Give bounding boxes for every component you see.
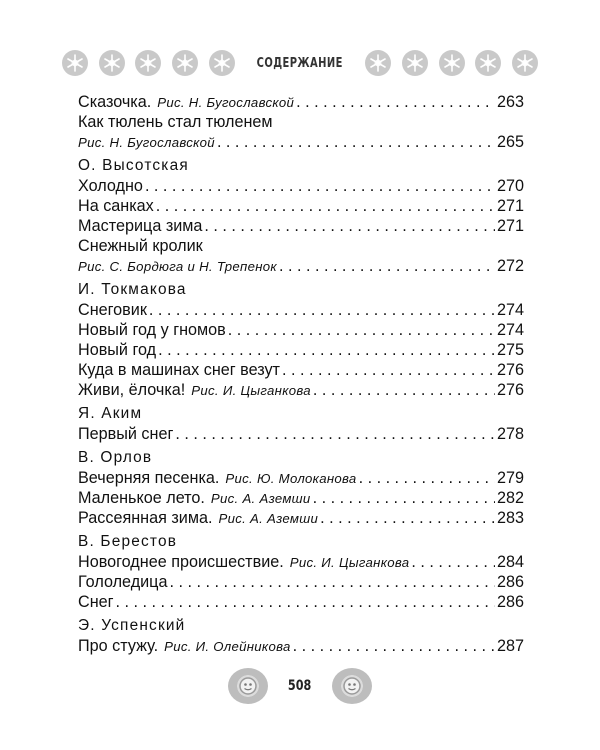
entry-page: 278 bbox=[496, 425, 524, 443]
snowflake-icon bbox=[512, 50, 538, 76]
entry-title: Маленькое лето. bbox=[78, 489, 205, 507]
leader-dots bbox=[279, 256, 495, 276]
page-header bbox=[62, 44, 538, 82]
toc-entry bbox=[78, 592, 524, 612]
snowflake-icon bbox=[209, 50, 235, 76]
toc-entry bbox=[78, 216, 524, 236]
page-footer bbox=[228, 666, 372, 706]
entry-illustrator: Рис. Н. Бугославской bbox=[78, 135, 215, 150]
entry-title: Рассеянная зима. bbox=[78, 509, 213, 527]
entry-title: Мастерица зима bbox=[78, 217, 203, 235]
leader-dots bbox=[282, 360, 495, 380]
entry-illustrator: Рис. А. Аземши bbox=[218, 511, 319, 526]
entry-page: 263 bbox=[496, 93, 524, 111]
entry-illustrator: Рис. С. Бордюга и Н. Трепенок bbox=[78, 259, 277, 274]
toc-title-line: Как тюлень стал тюленем bbox=[78, 113, 273, 131]
entry-illustrator: Рис. И. Олейникова bbox=[164, 639, 291, 654]
entry-page: 276 bbox=[496, 381, 524, 399]
leader-dots bbox=[313, 488, 495, 508]
leader-dots bbox=[116, 592, 495, 612]
leader-dots bbox=[296, 92, 495, 112]
toc-entry bbox=[78, 380, 524, 400]
snowflake-icon bbox=[135, 50, 161, 76]
toc-entry bbox=[78, 132, 524, 152]
leader-dots bbox=[156, 196, 495, 216]
entry-illustrator: Рис. И. Цыганкова bbox=[289, 555, 410, 570]
entry-page: 275 bbox=[496, 341, 524, 359]
leader-dots bbox=[293, 636, 495, 656]
leader-dots bbox=[411, 552, 495, 572]
entry-title: Куда в машинах снег везут bbox=[78, 361, 280, 379]
entry-page: 270 bbox=[496, 177, 524, 195]
entry-page: 286 bbox=[496, 573, 524, 591]
leader-dots bbox=[228, 320, 495, 340]
toc-entry bbox=[78, 424, 524, 444]
snowflake-icon bbox=[172, 50, 198, 76]
entry-page: 279 bbox=[496, 469, 524, 487]
toc-entry bbox=[78, 196, 524, 216]
leader-dots bbox=[313, 380, 495, 400]
author-heading: Я. Аким bbox=[78, 405, 143, 422]
medallion-icon bbox=[228, 668, 268, 704]
leader-dots bbox=[175, 424, 495, 444]
medallion-icon bbox=[332, 668, 372, 704]
leader-dots bbox=[359, 468, 495, 488]
entry-title: Снег bbox=[78, 593, 114, 611]
entry-title: Новый год у гномов bbox=[78, 321, 226, 339]
entry-page: 284 bbox=[496, 553, 524, 571]
author-heading: О. Высотская bbox=[78, 157, 189, 174]
entry-illustrator: Рис. Ю. Молоканова bbox=[225, 471, 357, 486]
toc-entry bbox=[78, 256, 524, 276]
leader-dots bbox=[145, 176, 495, 196]
leader-dots bbox=[217, 132, 495, 152]
author-heading: Э. Успенский bbox=[78, 617, 186, 634]
entry-page: 276 bbox=[496, 361, 524, 379]
entry-illustrator: Рис. А. Аземши bbox=[210, 491, 311, 506]
table-of-contents bbox=[78, 92, 524, 656]
toc-entry bbox=[78, 176, 524, 196]
entry-page: 265 bbox=[496, 133, 524, 151]
entry-title: Холодно bbox=[78, 177, 143, 195]
snowflake-icon bbox=[62, 50, 88, 76]
leader-dots bbox=[169, 572, 495, 592]
entry-title: Сказочка. bbox=[78, 93, 152, 111]
page-title: СОДЕРЖАНИЕ bbox=[256, 55, 344, 71]
entry-page: 286 bbox=[496, 593, 524, 611]
entry-page: 271 bbox=[496, 217, 524, 235]
toc-entry bbox=[78, 552, 524, 572]
entry-page: 283 bbox=[496, 509, 524, 527]
entry-page: 274 bbox=[496, 321, 524, 339]
entry-title: Гололедица bbox=[78, 573, 168, 591]
toc-entry bbox=[78, 320, 524, 340]
snowflake-icon bbox=[475, 50, 501, 76]
entry-page: 287 bbox=[496, 637, 524, 655]
entry-title: Первый снег bbox=[78, 425, 174, 443]
leader-dots bbox=[204, 216, 495, 236]
snowflake-icon bbox=[99, 50, 125, 76]
entry-title: Снеговик bbox=[78, 301, 147, 319]
leader-dots bbox=[149, 300, 495, 320]
snowflake-icon bbox=[439, 50, 465, 76]
entry-illustrator: Рис. И. Цыганкова bbox=[191, 383, 311, 398]
entry-title: Живи, ёлочка! bbox=[78, 381, 186, 399]
entry-title: Вечерняя песенка. bbox=[78, 469, 220, 487]
leader-dots bbox=[320, 508, 495, 528]
entry-title: Новогоднее происшествие. bbox=[78, 553, 284, 571]
toc-entry bbox=[78, 636, 524, 656]
snowflake-icon bbox=[365, 50, 391, 76]
toc-entry bbox=[78, 92, 524, 112]
page-number: 508 bbox=[288, 678, 312, 694]
entry-page: 282 bbox=[496, 489, 524, 507]
leader-dots bbox=[158, 340, 495, 360]
toc-entry bbox=[78, 360, 524, 380]
entry-title: Новый год bbox=[78, 341, 157, 359]
entry-illustrator: Рис. Н. Бугославской bbox=[157, 95, 295, 110]
entry-page: 274 bbox=[496, 301, 524, 319]
snowflake-icon bbox=[402, 50, 428, 76]
entry-title: Про стужу. bbox=[78, 637, 159, 655]
toc-entry bbox=[78, 340, 524, 360]
author-heading: В. Орлов bbox=[78, 449, 153, 466]
entry-page: 272 bbox=[496, 257, 524, 275]
toc-entry bbox=[78, 300, 524, 320]
toc-entry bbox=[78, 572, 524, 592]
toc-entry bbox=[78, 468, 524, 488]
toc-entry bbox=[78, 488, 524, 508]
toc-title-line: Снежный кролик bbox=[78, 237, 203, 255]
entry-page: 271 bbox=[496, 197, 524, 215]
entry-title: На санках bbox=[78, 197, 154, 215]
author-heading: И. Токмакова bbox=[78, 281, 187, 298]
toc-entry bbox=[78, 508, 524, 528]
author-heading: В. Берестов bbox=[78, 533, 178, 550]
